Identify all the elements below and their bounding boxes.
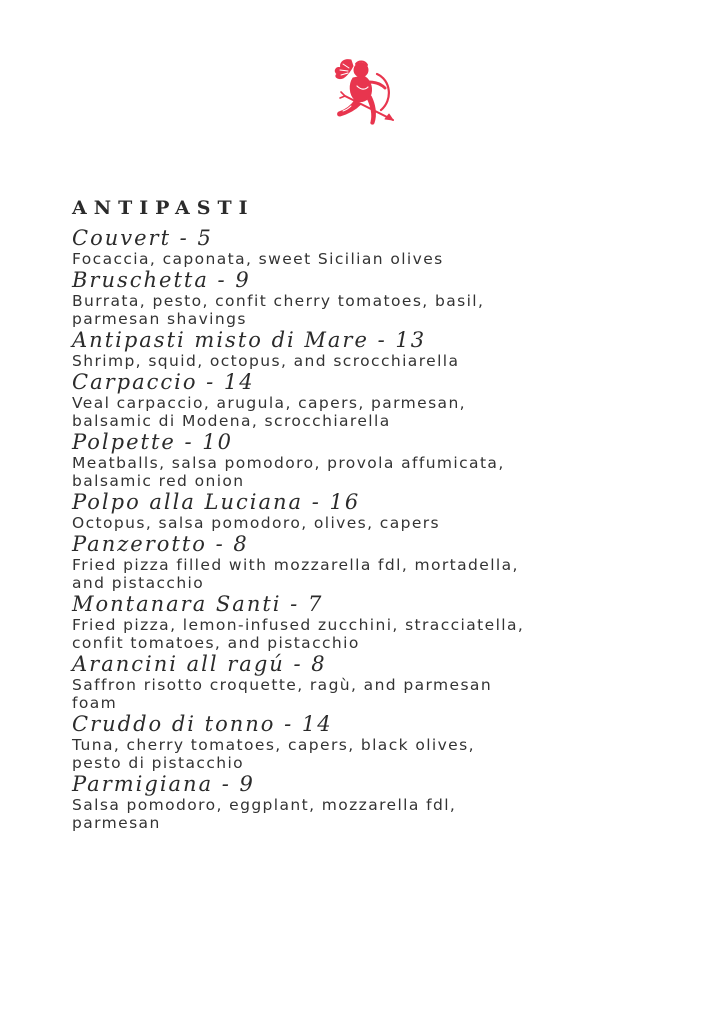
menu-item-description: Salsa pomodoro, eggplant, mozzarella fdl, — [72, 796, 457, 814]
menu-item — [72, 430, 672, 490]
menu-item-description: confit tomatoes, and pistacchio — [72, 634, 360, 652]
menu-item-name: Polpo alla Luciana - 16 — [72, 490, 361, 514]
menu-item — [72, 772, 672, 832]
menu-item-name: Polpette - 10 — [72, 430, 233, 454]
menu-item-description: parmesan — [72, 814, 161, 832]
menu-item-description: Saffron risotto croquette, ragù, and parmesan — [72, 676, 493, 694]
menu-item-description: Veal carpaccio, arugula, capers, parmesan, — [72, 394, 466, 412]
menu-item — [72, 226, 672, 268]
menu-item — [72, 268, 672, 328]
menu-item-description: foam — [72, 694, 118, 712]
menu-item-description: and pistacchio — [72, 574, 205, 592]
menu-item-description: parmesan shavings — [72, 310, 247, 328]
menu-item — [72, 712, 672, 772]
menu-item — [72, 592, 672, 652]
menu-item-name: Carpaccio - 14 — [72, 370, 255, 394]
menu-item-name: Cruddo di tonno - 14 — [72, 712, 333, 736]
menu-item-description: Meatballs, salsa pomodoro, provola affumicata, — [72, 454, 505, 472]
menu-item-description: balsamic red onion — [72, 472, 245, 490]
menu-item-name: Montanara Santi - 7 — [72, 592, 324, 616]
section-title: ANTIPASTI — [72, 197, 255, 219]
menu-item-name: Antipasti misto di Mare - 13 — [72, 328, 427, 352]
menu-item-name: Arancini all ragú - 8 — [72, 652, 327, 676]
menu-item-name: Couvert - 5 — [72, 226, 213, 250]
menu-item — [72, 532, 672, 592]
menu-item — [72, 652, 672, 712]
cherub-archer-icon — [321, 54, 397, 130]
menu-item — [72, 490, 672, 532]
menu-item-list — [72, 226, 672, 832]
menu-item — [72, 328, 672, 370]
menu-item-description: balsamic di Modena, scrocchiarella — [72, 412, 391, 430]
menu-item — [72, 370, 672, 430]
menu-item-name: Panzerotto - 8 — [72, 532, 249, 556]
menu-item-name: Parmigiana - 9 — [72, 772, 255, 796]
menu-item-description: Fried pizza, lemon-infused zucchini, stracciatella, — [72, 616, 525, 634]
menu-section-antipasti — [72, 196, 672, 832]
menu-item-name: Bruschetta - 9 — [72, 268, 251, 292]
menu-item-description: Burrata, pesto, confit cherry tomatoes, basil, — [72, 292, 485, 310]
menu-item-description: Fried pizza filled with mozzarella fdl, mortadella, — [72, 556, 519, 574]
menu-item-description: pesto di pistacchio — [72, 754, 245, 772]
menu-item-description: Focaccia, caponata, sweet Sicilian olives — [72, 250, 444, 268]
menu-item-description: Shrimp, squid, octopus, and scrocchiarella — [72, 352, 460, 370]
menu-item-description: Tuna, cherry tomatoes, capers, black olives, — [72, 736, 475, 754]
menu-item-description: Octopus, salsa pomodoro, olives, capers — [72, 514, 441, 532]
